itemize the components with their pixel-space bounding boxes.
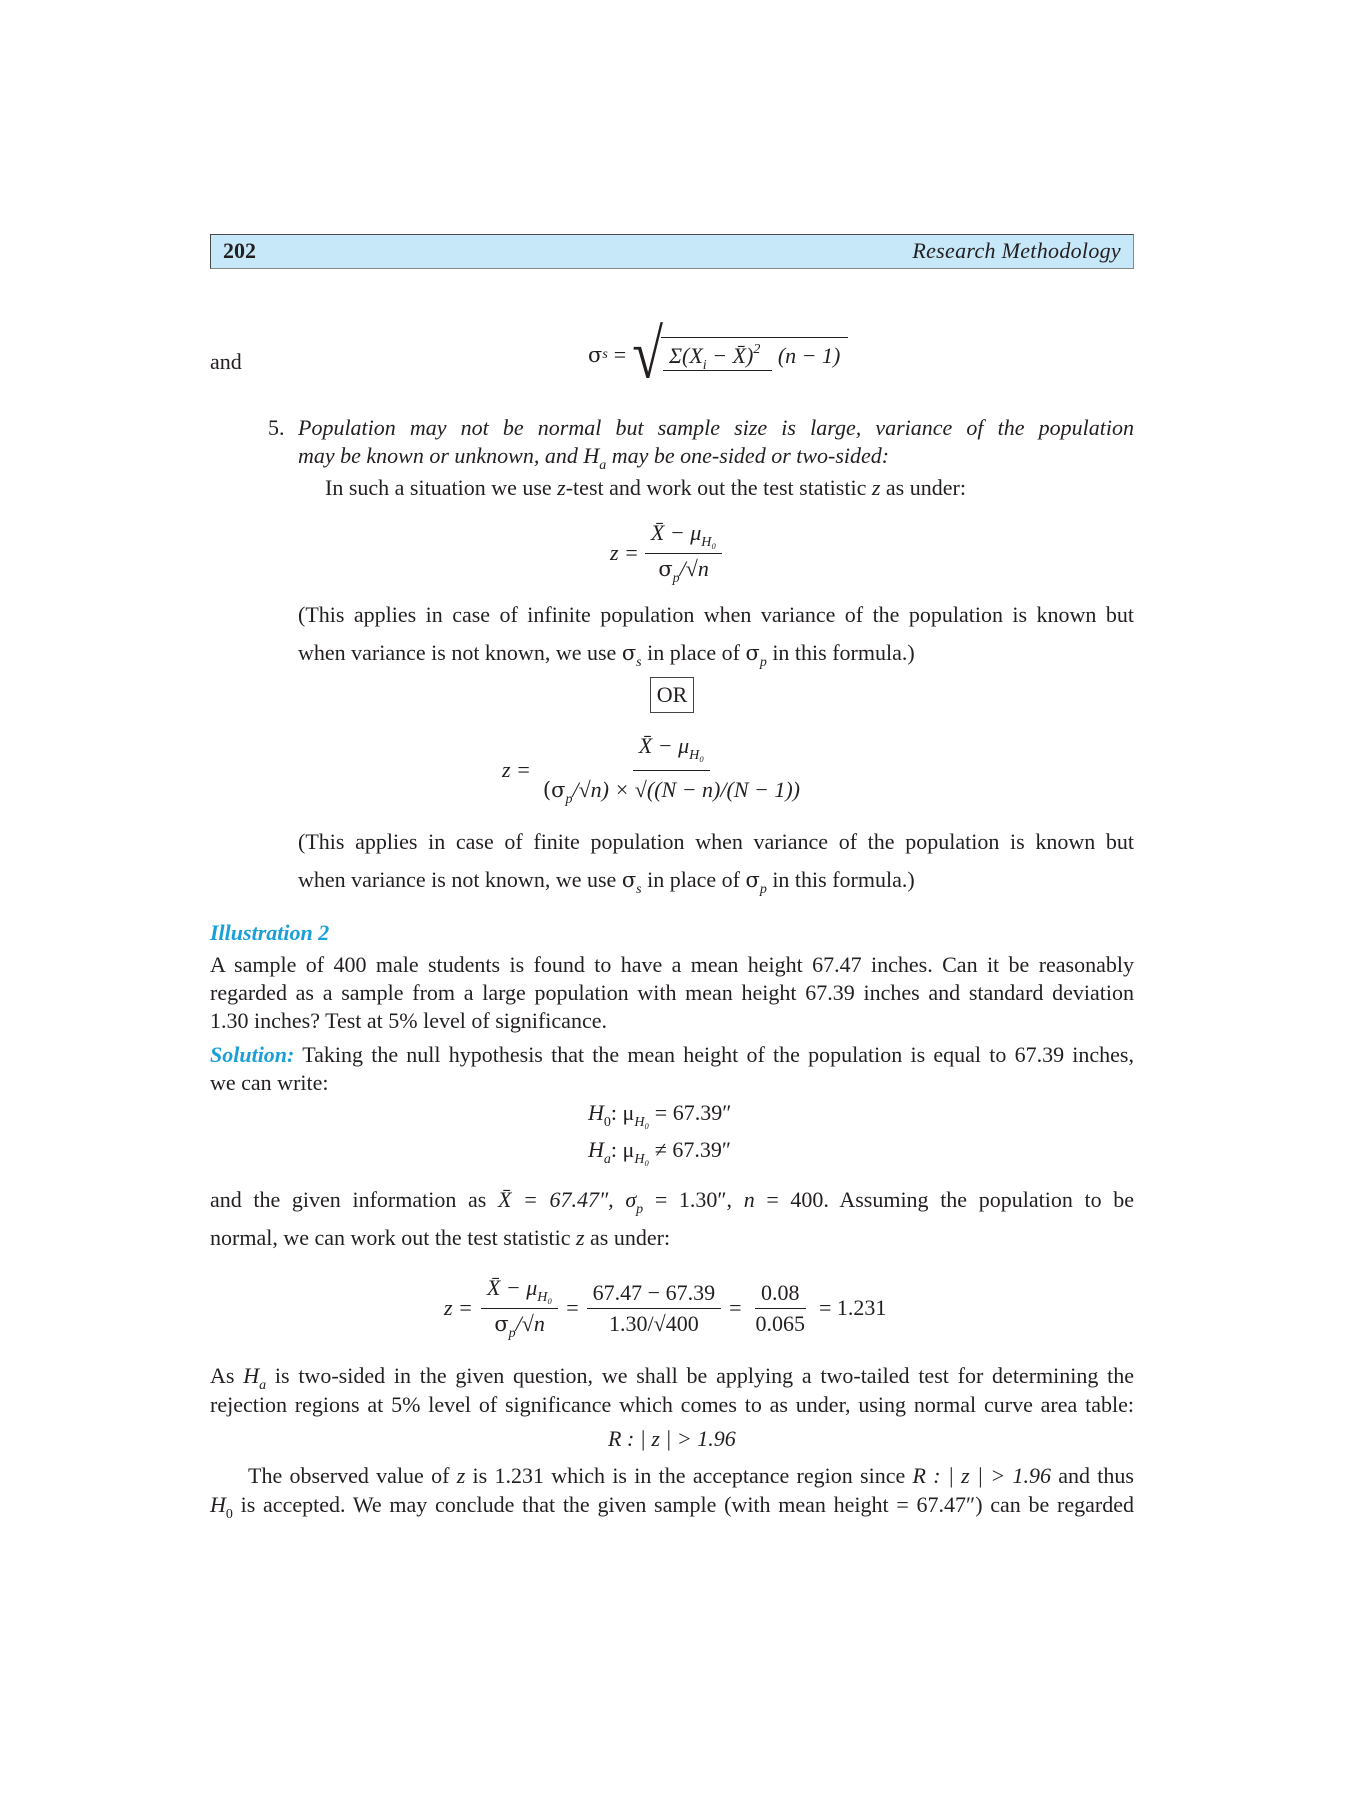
sigma-symbol: σ <box>621 868 637 892</box>
subscript: p <box>759 882 767 897</box>
z-formula-finite <box>502 728 806 812</box>
var-n: n <box>743 1187 755 1212</box>
given-line2 <box>210 1224 670 1252</box>
lhs: z = <box>610 540 639 565</box>
subscript: 0 <box>225 1507 233 1522</box>
mu-symbol: : μ <box>610 1137 635 1162</box>
var-z: z <box>575 1225 585 1250</box>
sigma-symbol: σ <box>745 641 760 665</box>
text: in this formula.) <box>766 867 915 892</box>
value: = 67.39″ <box>649 1100 732 1125</box>
denominator-part: /√n) × √((N − n)/(N − 1)) <box>572 776 800 802</box>
subscript: H₀ <box>689 747 705 763</box>
numerator: X̄ − μ <box>486 1274 538 1300</box>
lead-word-and: and <box>210 349 242 374</box>
numerator: X̄ − μ <box>638 732 690 758</box>
text: In such a situation we use <box>325 475 558 500</box>
subscript: a <box>599 458 607 473</box>
subscript: p <box>759 655 767 670</box>
text: = 1.30″, <box>643 1187 744 1212</box>
fraction-symbolic <box>481 1275 558 1342</box>
h-symbol: H <box>243 1363 260 1388</box>
text: may be known or unknown, and H <box>298 443 600 468</box>
sigma-s-formula <box>588 310 848 400</box>
question-line1: A sample of 400 male students is found to have a mean height 67.47 inches. Can it be reasonably <box>210 952 1134 977</box>
text: and the given information as <box>210 1187 498 1212</box>
sigma-symbol: σ <box>494 1311 509 1336</box>
numerator: 0.08 <box>755 1280 806 1309</box>
fraction <box>645 520 722 587</box>
solution-line1 <box>210 1041 1134 1069</box>
z-computation <box>444 1270 886 1346</box>
sigma-symbol: σ <box>621 641 637 665</box>
note-infinite-line2 <box>298 639 915 677</box>
item5-line1: Population may not be normal but sample size is large, variance of the population <box>298 415 1134 440</box>
text: normal, we can work out the test statistic <box>210 1225 576 1250</box>
sigma-symbol: σ <box>588 343 603 367</box>
h-symbol: H <box>588 1100 604 1125</box>
question-line2: regarded as a sample from a large population with mean height 67.39 inches and standard deviation <box>210 980 1134 1005</box>
subscript: a <box>603 1152 611 1167</box>
z-formula-infinite <box>610 518 722 588</box>
subscript: a <box>259 1378 267 1393</box>
note-infinite-line1: (This applies in case of infinite population when variance of the population is known but <box>298 602 1134 627</box>
note-finite-line2 <box>298 866 915 904</box>
subscript: s <box>602 347 608 362</box>
item-number: 5. <box>268 415 285 440</box>
text: is two-sided in the given question, we shall be applying a two-tailed test for determining the <box>266 1363 1134 1388</box>
conclusion-line2 <box>210 1491 1134 1529</box>
mu-symbol: : μ <box>610 1100 635 1125</box>
fraction <box>537 733 806 808</box>
alternative-hypothesis <box>588 1137 731 1168</box>
item5-line3 <box>325 474 966 502</box>
value: ≠ 67.39″ <box>649 1137 732 1162</box>
h-symbol: H <box>210 1492 226 1517</box>
subscript: s <box>636 882 642 897</box>
text: as under: <box>880 475 966 500</box>
running-header <box>210 234 1134 269</box>
sigma-symbol: σ <box>658 556 673 581</box>
fraction-numeric <box>587 1280 721 1337</box>
text: The observed value of <box>248 1463 457 1488</box>
text: when variance is not known, we use <box>298 640 622 665</box>
solution-label: Solution: <box>210 1042 295 1067</box>
text: in this formula.) <box>766 640 915 665</box>
numerator-text: Σ(X <box>668 342 703 368</box>
text: in place of <box>641 867 746 892</box>
denominator: 0.065 <box>755 1310 805 1336</box>
text: in place of <box>641 640 746 665</box>
equals-sign: = <box>566 1295 579 1320</box>
text: As <box>210 1363 244 1388</box>
page-number: 202 <box>223 238 256 263</box>
subscript: p <box>565 791 573 807</box>
given-line1 <box>210 1186 1134 1224</box>
var-z: z <box>557 475 566 500</box>
note-finite-line1: (This applies in case of finite population when variance of the population is known but <box>298 829 1134 854</box>
equals-sign: = <box>729 1295 742 1320</box>
h-symbol: H <box>588 1137 604 1162</box>
exponent: 2 <box>753 341 761 357</box>
question-line3: 1.30 inches? Test at 5% level of significance. <box>210 1008 607 1033</box>
denominator-tail: /√n <box>679 555 709 581</box>
illustration-heading: Illustration 2 <box>210 920 330 945</box>
subscript: p <box>672 570 680 586</box>
text: when variance is not known, we use <box>298 867 622 892</box>
solution-line2: we can write: <box>210 1070 329 1095</box>
subscript: H₀ <box>634 1152 650 1167</box>
denominator: 1.30/√400 <box>609 1310 699 1336</box>
conclusion-line1 <box>210 1462 1134 1490</box>
subscript: i <box>702 357 707 373</box>
subscript: p <box>508 1325 516 1341</box>
sigma-symbol: σ <box>745 868 760 892</box>
fraction-simplified <box>750 1280 812 1337</box>
subscript: p <box>636 1202 644 1217</box>
subscript: H₀ <box>537 1289 553 1305</box>
given-values: X̄ = 67.47″, σ <box>497 1187 637 1212</box>
lhs: z = <box>502 757 531 782</box>
text: Taking the null hypothesis that the mean height of the population is equal to 67.39 inches, <box>294 1042 1134 1067</box>
text: = 400. Assuming the population to be <box>754 1187 1134 1212</box>
text: is accepted. We may conclude that the given sample (with mean height = 67.47″) can be regarded <box>232 1492 1134 1517</box>
text: -test and work out the test statistic <box>565 475 872 500</box>
rejection-line2: rejection regions at 5% level of significance which comes to as under, using normal curve area table: <box>210 1392 1134 1417</box>
radical-sign: √ <box>632 316 663 394</box>
rejection-region: R : | z | > 1.96 <box>608 1426 736 1451</box>
denominator-tail: /√n <box>515 1310 545 1336</box>
z-result: = 1.231 <box>819 1295 887 1320</box>
text: and thus <box>1050 1463 1134 1488</box>
subscript: 0 <box>603 1115 611 1130</box>
lhs: z = <box>444 1295 473 1320</box>
subscript: s <box>636 655 642 670</box>
null-hypothesis <box>588 1100 731 1131</box>
book-title: Research Methodology <box>912 238 1121 263</box>
denominator-part: (σ <box>542 777 566 802</box>
text: is 1.231 which is in the acceptance region since <box>465 1463 913 1488</box>
var-z: z <box>456 1463 466 1488</box>
numerator: 67.47 − 67.39 <box>587 1280 721 1309</box>
or-box: OR <box>650 677 694 713</box>
equals-sign: = <box>613 342 627 367</box>
sqrt-fraction <box>661 337 848 374</box>
numerator: X̄ − μ <box>650 519 702 545</box>
var-z: z <box>871 475 881 500</box>
denominator-text: (n − 1) <box>777 342 841 368</box>
text: may be one-sided or two-sided: <box>606 443 890 468</box>
subscript: H₀ <box>701 534 717 550</box>
rejection-region-inline: R : | z | > 1.96 <box>912 1463 1051 1488</box>
text: as under: <box>584 1225 671 1250</box>
numerator-tail: − X̄) <box>706 342 754 368</box>
subscript: H₀ <box>634 1115 650 1130</box>
